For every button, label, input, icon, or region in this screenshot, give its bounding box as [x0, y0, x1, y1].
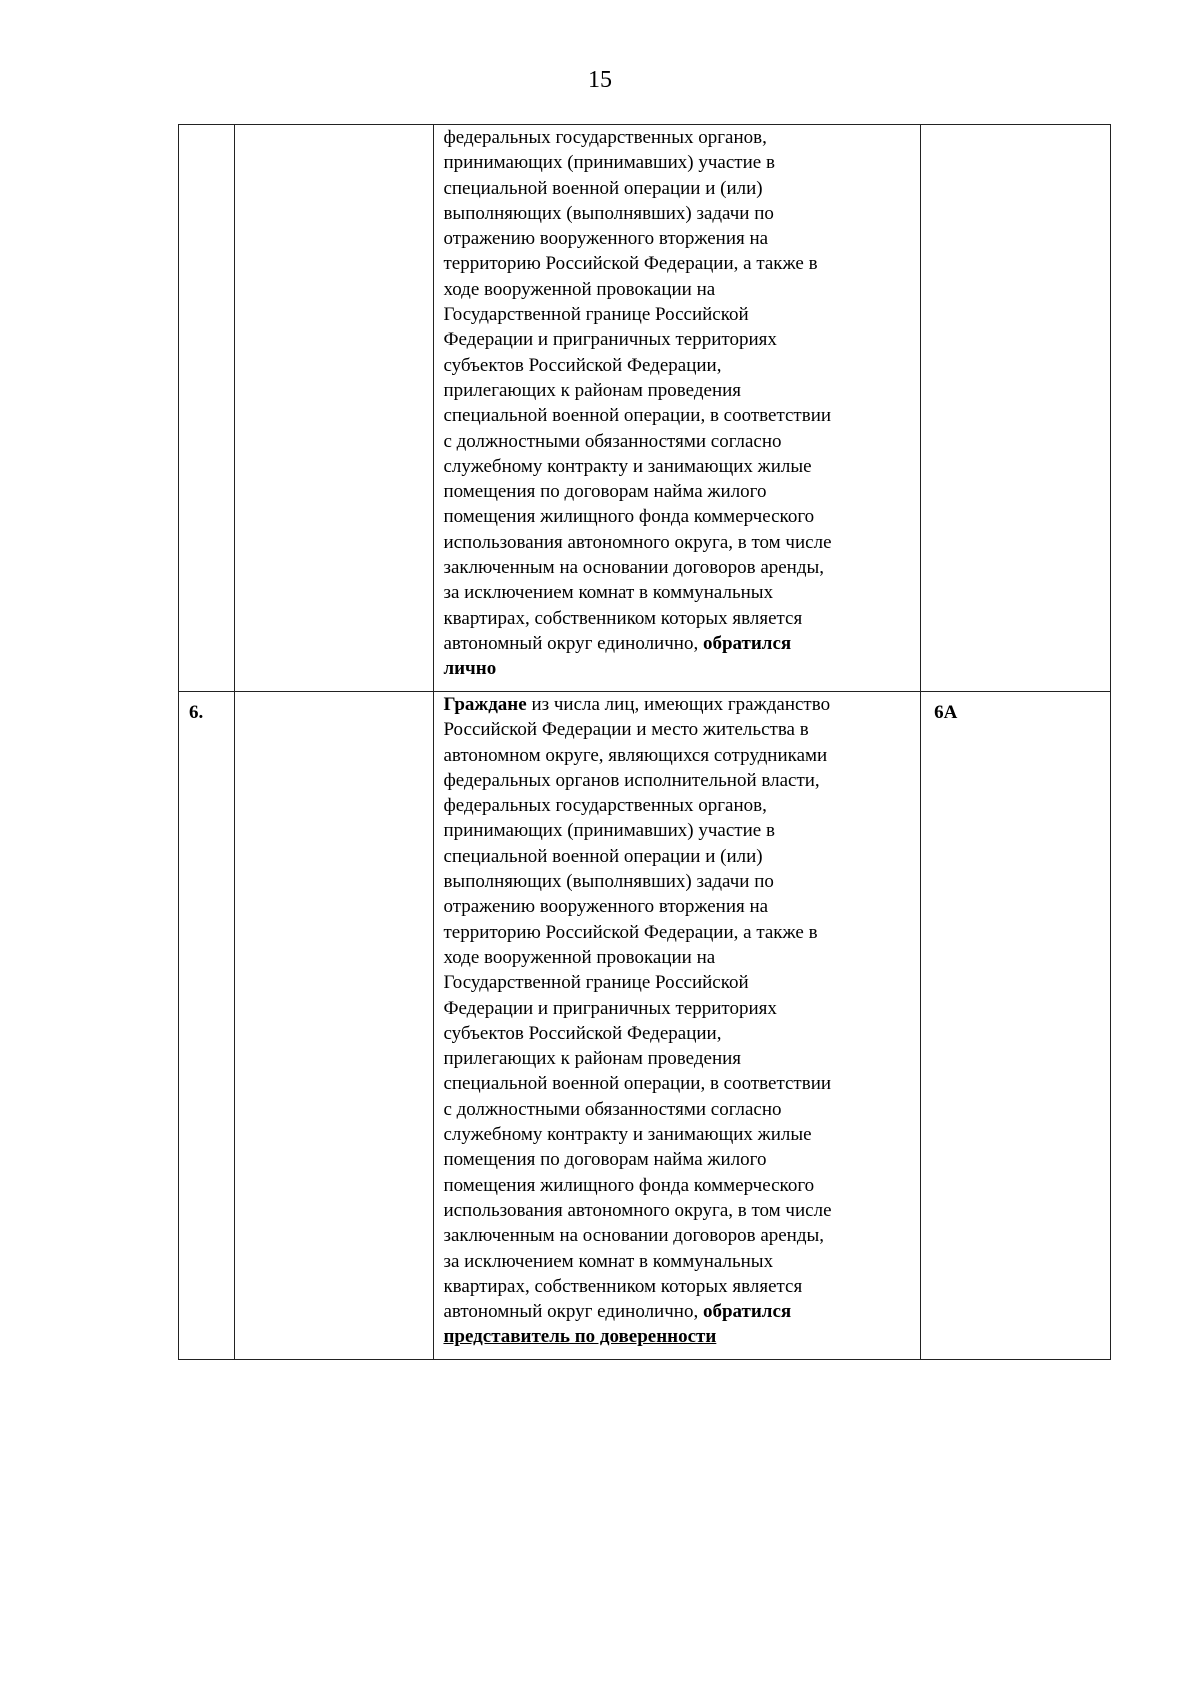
- description-bold-ending: обратился: [702, 1301, 792, 1323]
- row-number-cell: [179, 125, 235, 692]
- row-number: 6.: [189, 702, 204, 723]
- document-table: [178, 124, 1111, 1360]
- empty-cell: [234, 692, 434, 1360]
- description-bold-ending: обратился лично: [443, 632, 792, 680]
- code-text: [921, 125, 1110, 133]
- description-cell: [434, 125, 921, 692]
- description-body: из числа лиц, имеющих гражданство Российской Федерации и место жительства в автономном округе, являющихся сотрудниками федеральных органов исполнительной власти, федеральных государственных органов, принимающих (принимавших) участие в специальной военной операции и (или) выполняющих (выполнявших) задачи по отражению вооруженного вторжения на территорию Российской Федерации, а также в ходе вооруженной провокации на Государственной границе Российской Федерации и приграничных территориях субъектов Российской Федерации, прилегающих к районам проведения специальной военной операции, в соответствии с должностными обязанностями согласно служебному контракту и занимающих жилые помещения по договорам найма жилого помещения жилищного фонда коммерческого использования автономного округа, в том числе заключенным на основании договоров аренды, за исключением комнат в коммунальных квартирах, собственником которых является автономный округ единолично,: [443, 694, 832, 1323]
- description-bold-underlined: представитель по доверенности: [443, 1326, 717, 1348]
- description-body: федеральных государственных органов, принимающих (принимавших) участие в специальной военной операции и (или) выполняющих (выполнявших) задачи по отражению вооруженного вторжения на территорию Российской Федерации, а также в ходе вооруженной провокации на Государственной границе Российской Федерации и приграничных территориях субъектов Российской Федерации, прилегающих к районам проведения специальной военной операции, в соответствии с должностными обязанностями согласно служебному контракту и занимающих жилые помещения по договорам найма жилого помещения жилищного фонда коммерческого использования автономного округа, в том числе заключенным на основании договоров аренды, за исключением комнат в коммунальных квартирах, собственником которых является автономный округ единолично,: [443, 127, 832, 654]
- table-row: [179, 125, 1111, 692]
- code-text: 6А: [934, 702, 958, 723]
- description-bold-lead: Граждане: [443, 694, 527, 715]
- page-number: 15: [588, 67, 612, 93]
- empty-cell: [234, 125, 434, 692]
- row-number: [179, 125, 234, 133]
- code-cell: [921, 125, 1111, 692]
- description-cell: [434, 692, 921, 1360]
- description-text: [434, 692, 920, 1350]
- code-cell: [921, 692, 1111, 1360]
- description-text: [434, 125, 920, 682]
- row-number-cell: [179, 692, 235, 1360]
- table-row: [179, 692, 1111, 1360]
